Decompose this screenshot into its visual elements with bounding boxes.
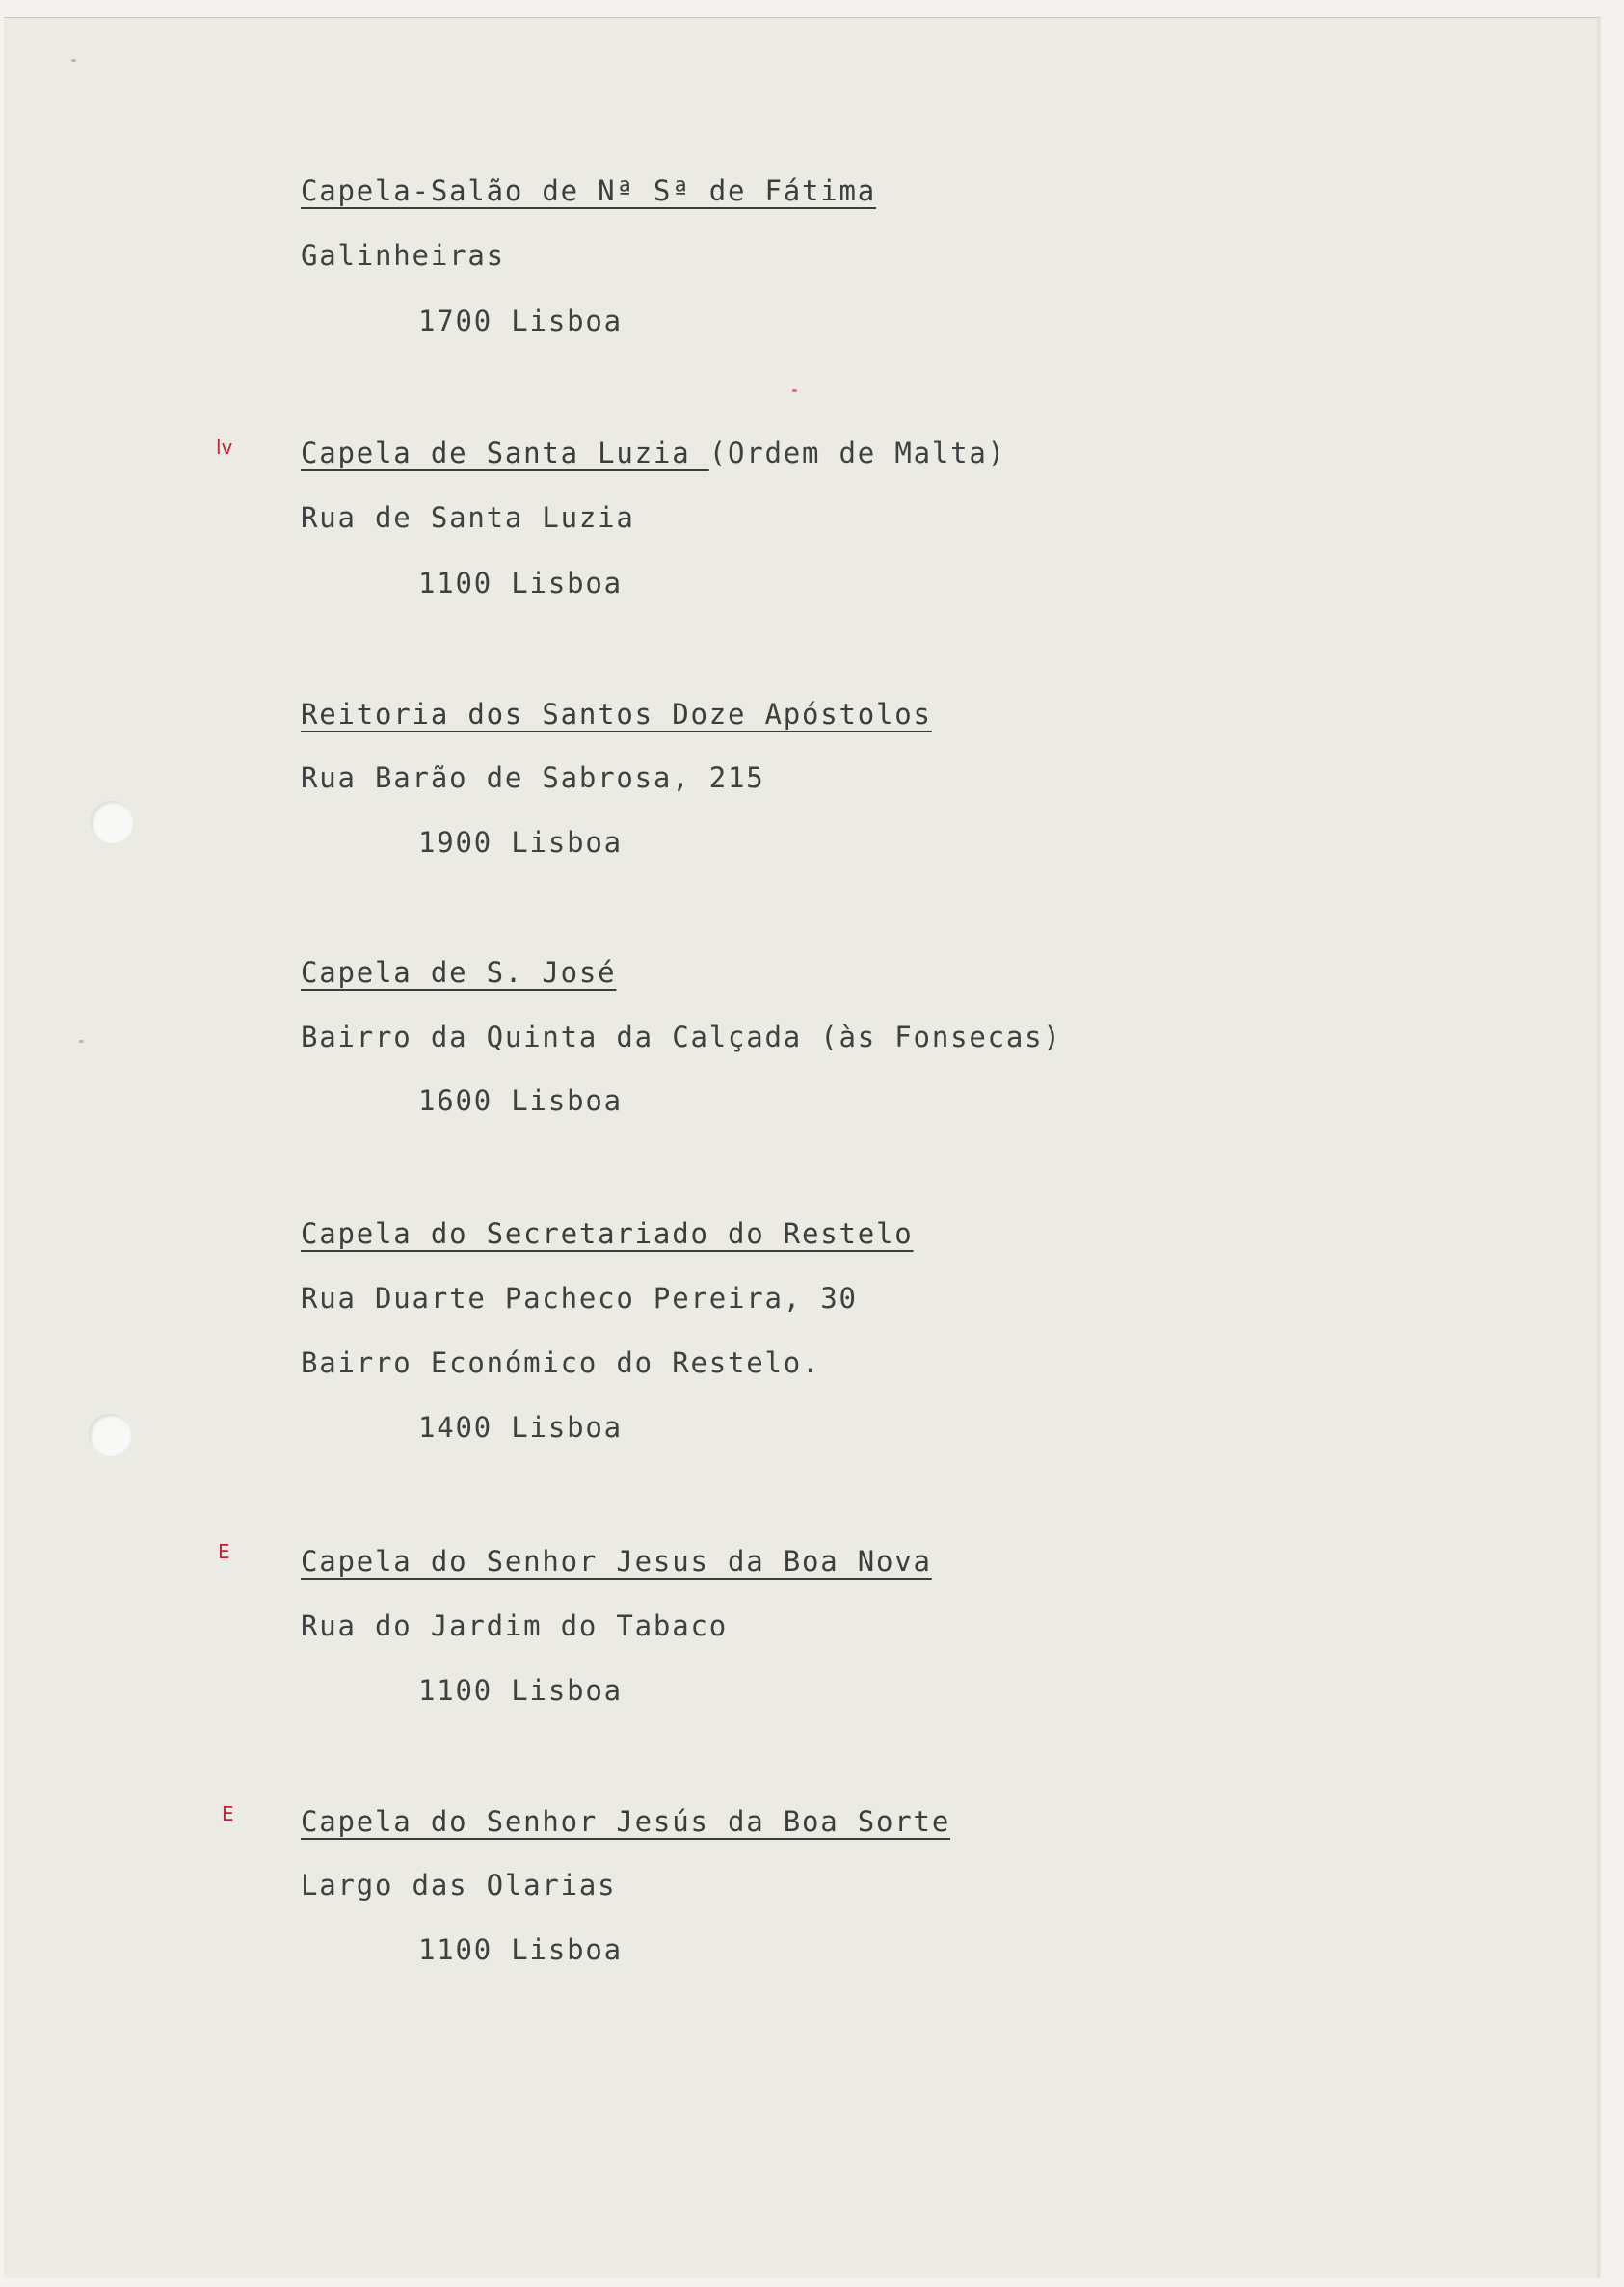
entry-title (301, 437, 1006, 469)
entry-title-text: Reitoria dos Santos Doze Apóstolos (301, 698, 932, 731)
margin-annotation: lv (216, 436, 233, 459)
entry-address-line: Rua Barão de Sabrosa, 215 (301, 761, 765, 794)
entry-postal: 1600 Lisboa (418, 1084, 623, 1117)
entry-title (301, 1545, 932, 1578)
entry-title-text: Capela de S. José (301, 956, 617, 989)
entry-title (301, 956, 616, 989)
margin-annotation: E (218, 1540, 230, 1563)
entry-address-line: Bairro Económico do Restelo. (301, 1346, 821, 1379)
entry-title (301, 1217, 914, 1250)
paper-speck (71, 59, 76, 62)
entry-postal: 1100 Lisboa (418, 567, 623, 599)
margin-annotation: E (222, 1802, 234, 1825)
paper-speck (792, 389, 797, 392)
entry-title-text: Capela de Santa Luzia (301, 437, 709, 469)
paper-speck (79, 1040, 84, 1043)
entry-title-text: Capela-Salão de Nª Sª de Fátima (301, 174, 877, 207)
entry-title-text: Capela do Senhor Jesus da Boa Nova (301, 1545, 932, 1578)
entry-address-line: Rua de Santa Luzia (301, 501, 635, 534)
entry-address-line: Galinheiras (301, 239, 505, 272)
entry-postal: 1100 Lisboa (418, 1933, 623, 1966)
punch-hole-bottom (89, 1414, 131, 1456)
entry-title (301, 174, 876, 207)
entry-address-line: Largo das Olarias (301, 1869, 617, 1901)
entry-title (301, 1805, 950, 1838)
entry-title (301, 698, 932, 731)
entry-postal: 1900 Lisboa (418, 826, 623, 859)
punch-hole-top (91, 801, 133, 843)
entry-postal: 1400 Lisboa (418, 1411, 623, 1444)
entry-postal: 1700 Lisboa (418, 305, 623, 337)
document-page (4, 17, 1599, 2278)
entry-title-text: Capela do Secretariado do Restelo (301, 1217, 914, 1250)
entry-address-line: Bairro da Quinta da Calçada (às Fonsecas) (301, 1021, 1062, 1053)
entry-address-line: Rua Duarte Pacheco Pereira, 30 (301, 1282, 858, 1315)
entry-postal: 1100 Lisboa (418, 1674, 623, 1707)
entry-address-line: Rua do Jardim do Tabaco (301, 1609, 728, 1642)
entry-title-suffix: (Ordem de Malta) (708, 437, 1006, 469)
entry-title-text: Capela do Senhor Jesús da Boa Sorte (301, 1805, 951, 1838)
